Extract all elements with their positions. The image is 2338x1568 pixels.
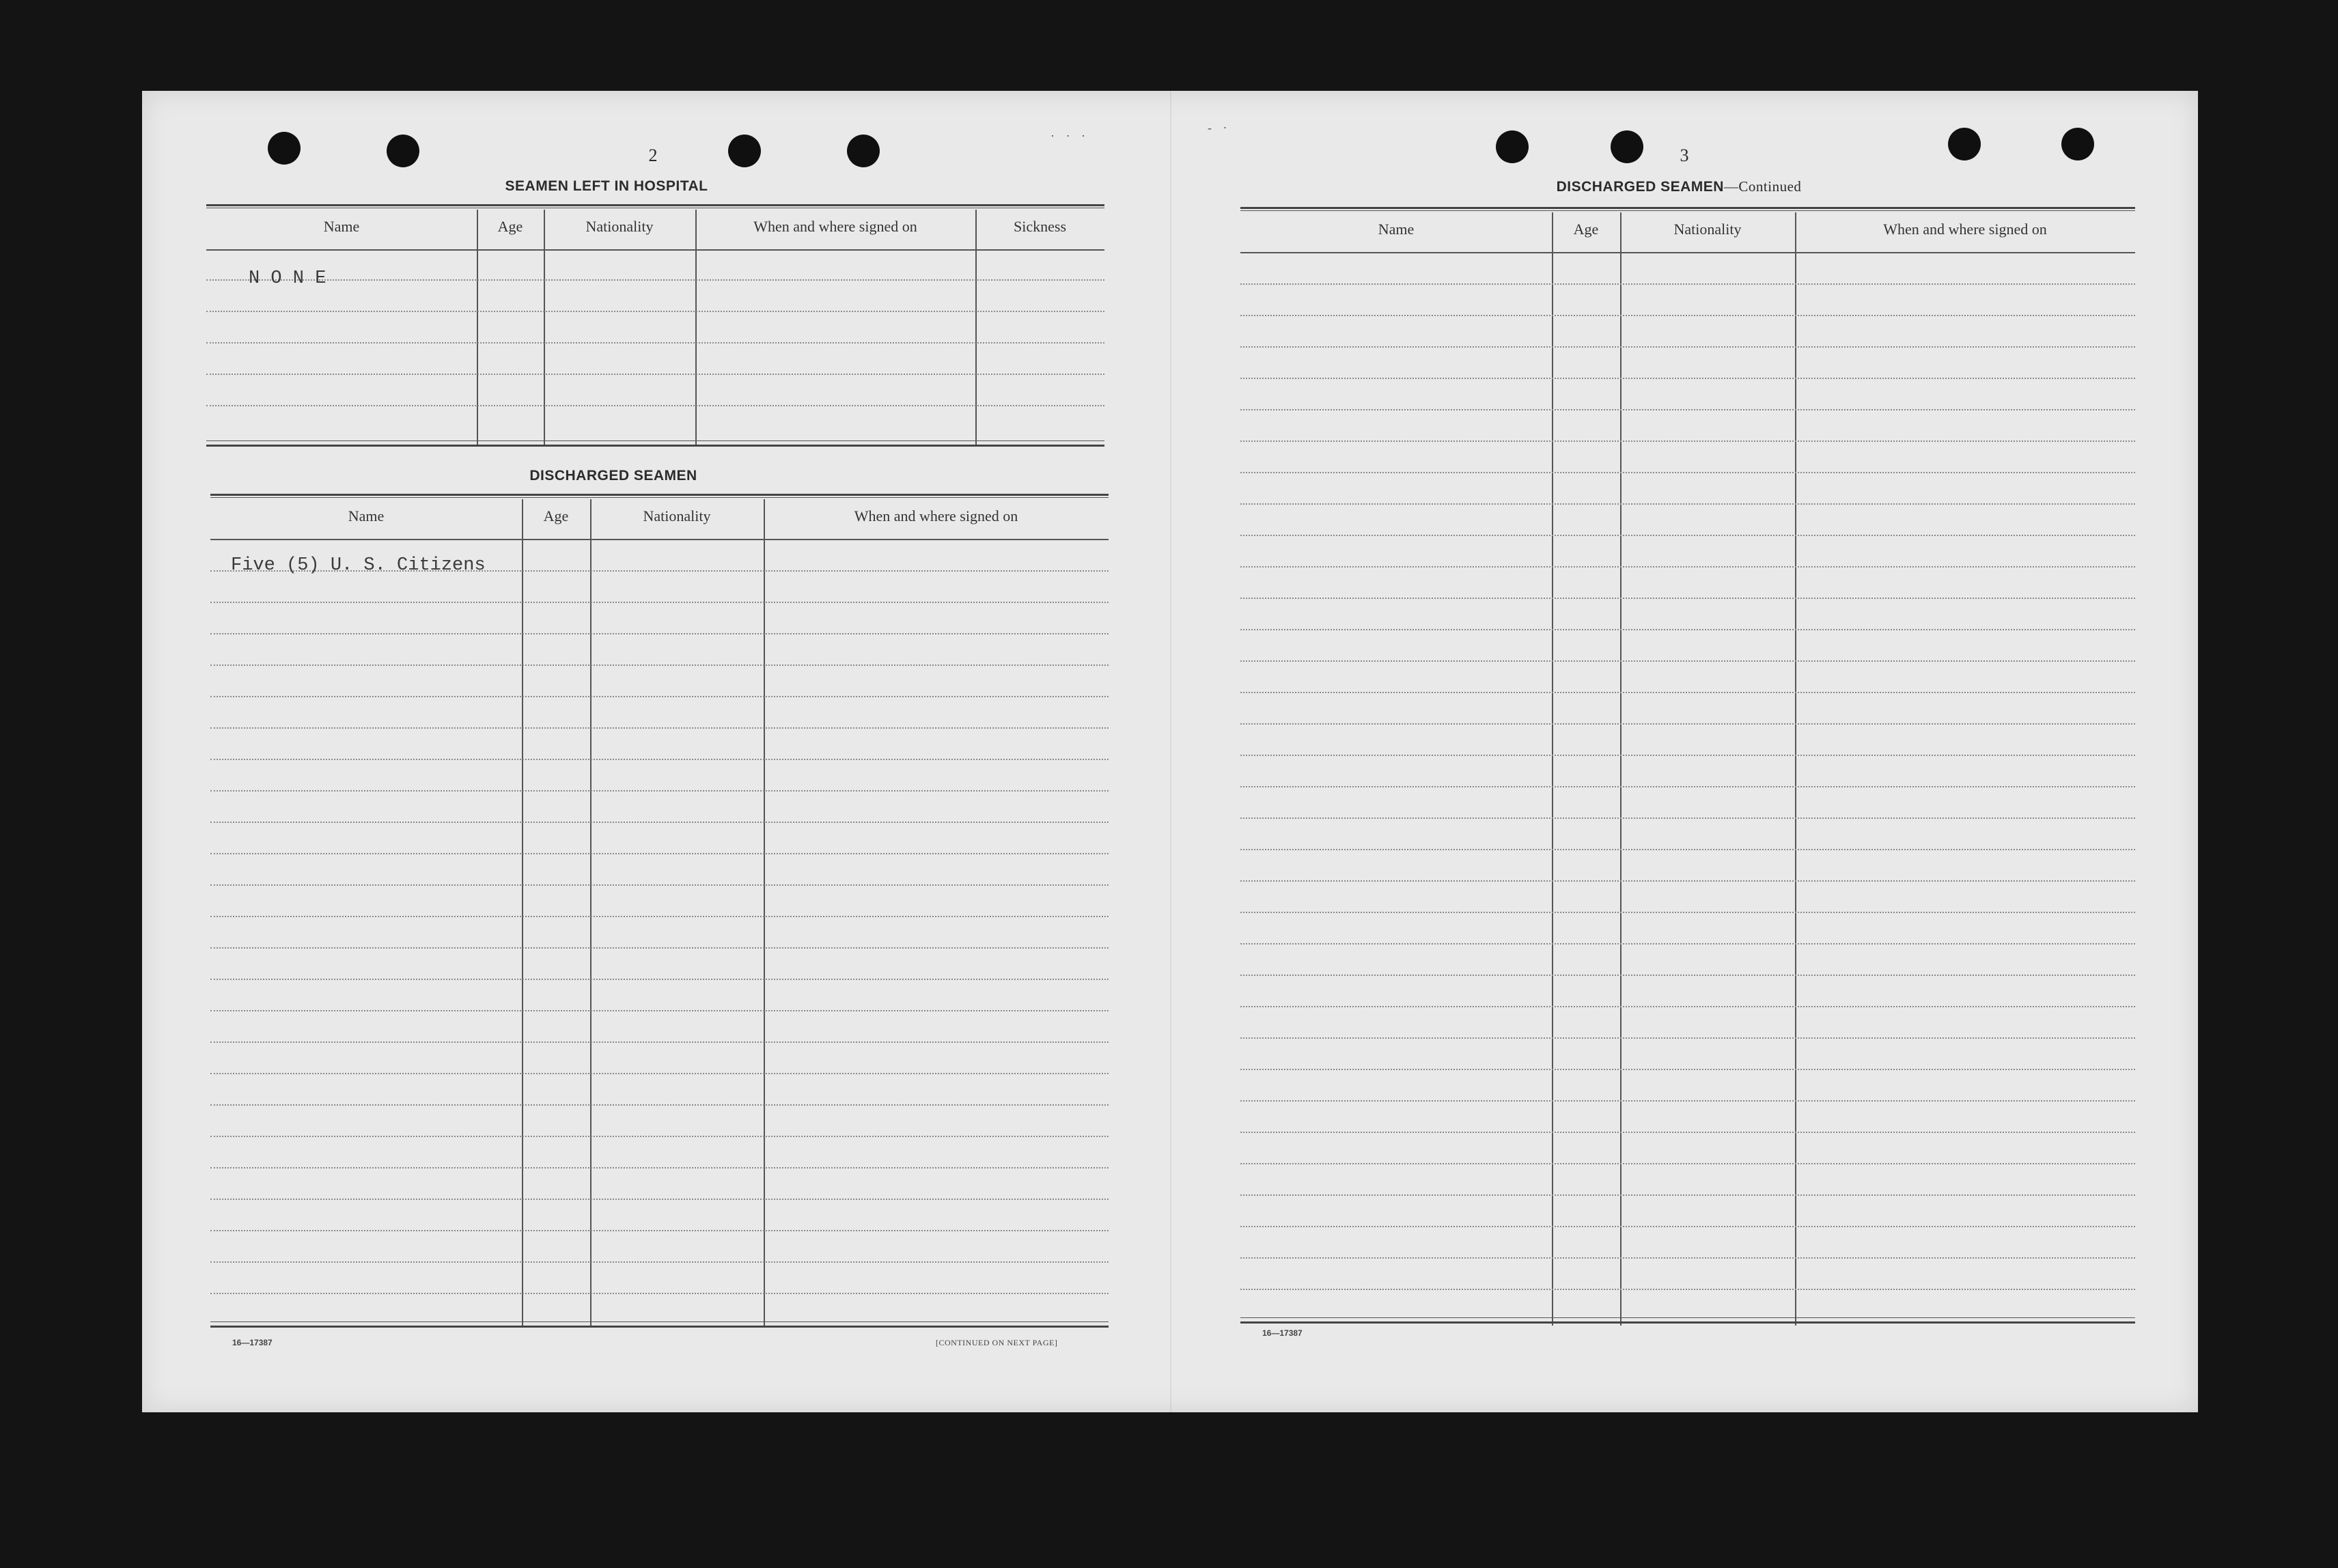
ink-specks: · · · xyxy=(1050,129,1089,143)
form-code: 16—17387 xyxy=(1262,1328,1303,1338)
hospital-section-title: SEAMEN LEFT IN HOSPITAL xyxy=(505,178,708,194)
column-header-when-where: When and where signed on xyxy=(1883,221,2047,238)
page-number: 2 xyxy=(648,145,658,165)
punch-hole xyxy=(268,132,301,165)
column-header-age: Age xyxy=(543,507,569,524)
section-title-text: DISCHARGED SEAMEN xyxy=(1556,179,1724,195)
center-fold xyxy=(1170,91,1171,1412)
column-header-name: Name xyxy=(323,218,360,235)
discharged-continued-table xyxy=(1240,207,2135,1423)
scanned-document-spread xyxy=(142,91,2198,1412)
column-header-nationality: Nationality xyxy=(1673,221,1742,238)
column-header-age: Age xyxy=(1573,221,1599,238)
punch-hole xyxy=(1496,130,1529,163)
discharged-continued-title xyxy=(1453,178,1904,195)
column-header-when-where: When and where signed on xyxy=(753,218,917,235)
punch-hole xyxy=(847,135,880,167)
punch-hole xyxy=(1611,130,1643,163)
discharged-section-title: DISCHARGED SEAMEN xyxy=(529,468,697,484)
ink-specks: - · xyxy=(1208,121,1231,135)
discharged-table xyxy=(210,494,1109,1423)
punch-hole xyxy=(387,135,419,167)
hospital-table xyxy=(206,204,1104,450)
column-header-sickness: Sickness xyxy=(1014,218,1066,235)
column-header-age: Age xyxy=(497,218,523,235)
page-number: 3 xyxy=(1680,145,1689,165)
column-header-when-where: When and where signed on xyxy=(854,507,1018,524)
form-code: 16—17387 xyxy=(232,1338,273,1347)
discharged-entry: Five (5) U. S. Citizens xyxy=(231,555,486,576)
column-header-nationality: Nationality xyxy=(643,507,711,524)
column-header-nationality: Nationality xyxy=(585,218,654,235)
continued-note: [CONTINUED ON NEXT PAGE] xyxy=(936,1338,1058,1347)
punch-hole xyxy=(1948,128,1981,160)
punch-hole xyxy=(2061,128,2094,160)
column-header-name: Name xyxy=(1378,221,1415,238)
punch-hole xyxy=(728,135,761,167)
section-title-suffix: —Continued xyxy=(1723,178,1802,195)
hospital-entry: N O N E xyxy=(249,268,326,289)
column-header-name: Name xyxy=(348,507,385,524)
